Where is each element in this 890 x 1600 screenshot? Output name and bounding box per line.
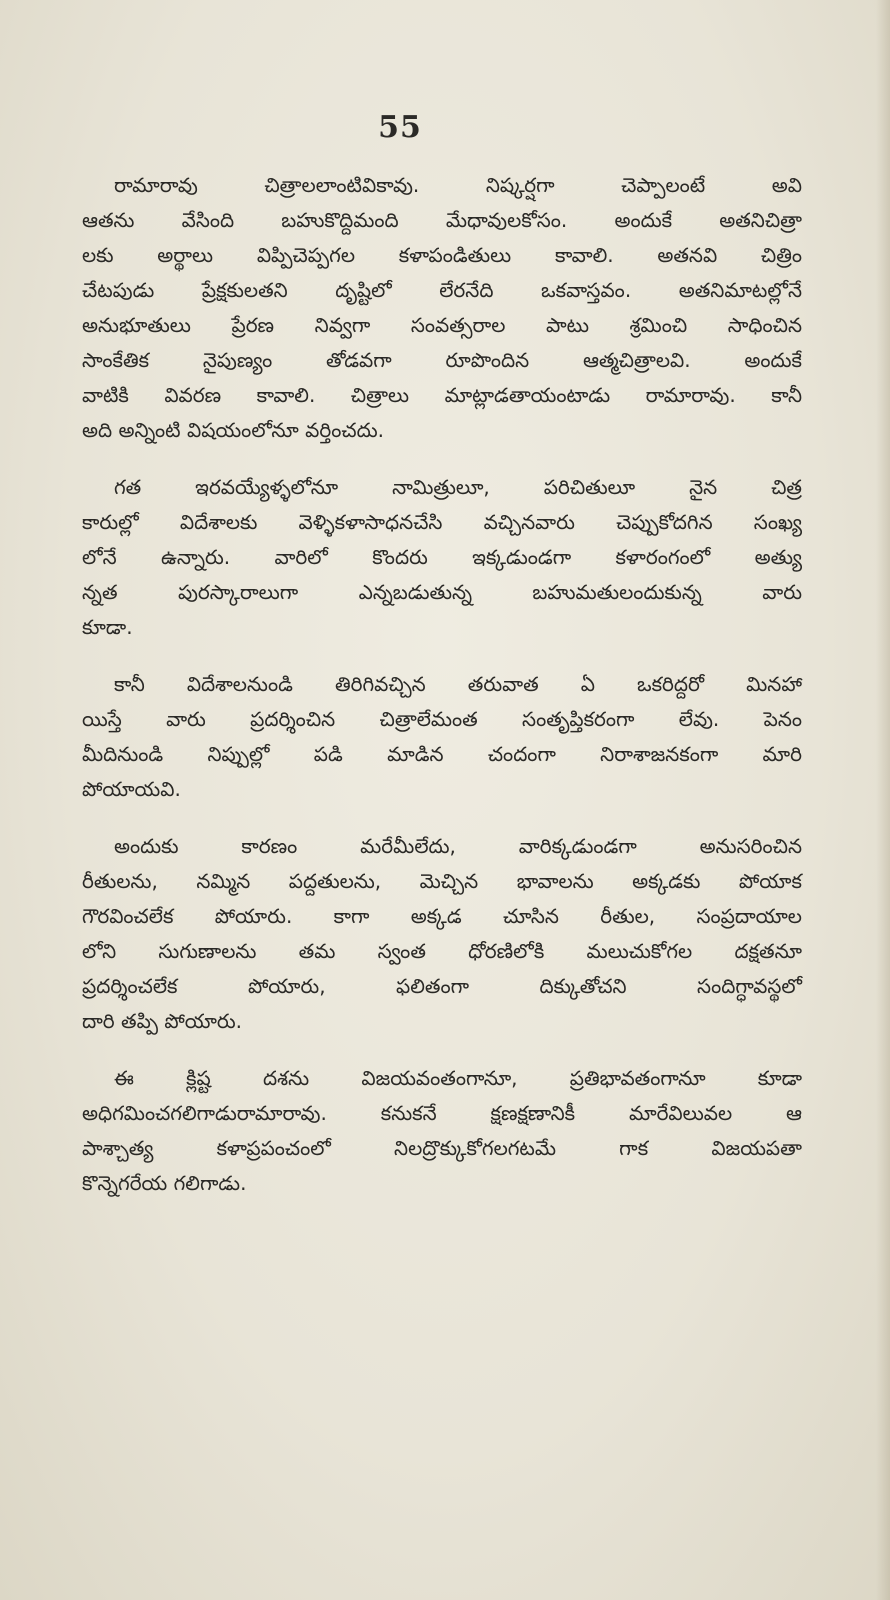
text-line: లోని సుగుణాలను తమ స్వంత ధోరణిలోకి మలుచుకోగల దక్షతనూ [82, 939, 802, 963]
text-line: ప్రదర్శించలేక పోయారు, ఫలితంగా దిక్కుతోచని సందిగ్ధావస్థలో [82, 974, 802, 998]
text-line: న్నత పురస్కారాలుగా ఎన్నబడుతున్న బహుమతులందుకున్న వారు [82, 580, 802, 604]
text-line: కూడా. [82, 615, 133, 639]
text-line: కానీ విదేశాలనుండి తిరిగివచ్చిన తరువాత ఏ ఒకరిద్దరో మినహా [114, 672, 802, 696]
text-line: గత ఇరవయ్యేళ్ళలోనూ నామిత్రులూ, పరిచితులూ నైన చిత్ర [114, 475, 802, 499]
body-text [82, 168, 802, 1223]
text-line: యిస్తే వారు ప్రదర్శించిన చిత్రాలేమంత సంతృప్తికరంగా లేవు. పెనం [82, 707, 802, 731]
page-number: 55 [378, 110, 422, 145]
text-line: లకు అర్థాలు విప్పిచెప్పగల కళాపండితులు కావాలి. అతనవి చిత్రిం [82, 243, 802, 267]
text-line: వాటికి వివరణ కావాలి. చిత్రాలు మాట్లాడతాయంటాడు రామారావు. కానీ [82, 383, 802, 407]
text-line: కారుల్లో విదేశాలకు వెళ్ళికళాసాధనచేసి వచ్చినవారు చెప్పుకోదగిన సంఖ్య [82, 510, 802, 534]
paragraph-1 [82, 168, 802, 448]
text-line: మీదినుండి నిప్పుల్లో పడి మాడిన చందంగా నిరాశాజనకంగా మారి [82, 742, 802, 766]
text-line: అనుభూతులు ప్రేరణ నివ్వగా సంవత్సరాల పాటు శ్రమించి సాధించిన [82, 313, 802, 337]
text-line: ఆతను వేసింది బహుకొద్దిమంది మేధావులకోసం. అందుకే అతనిచిత్రా [82, 208, 802, 232]
paragraph-3 [82, 667, 802, 807]
text-line: అది అన్నింటి విషయంలోనూ వర్తించదు. [82, 418, 384, 442]
text-line: లోనే ఉన్నారు. వారిలో కొందరు ఇక్కడుండగా కళారంగంలో అత్యు [82, 545, 802, 569]
text-line: అధిగమించగలిగాడురామారావు. కనుకనే క్షణక్షణానికీ మారేవిలువల ఆ [82, 1101, 802, 1125]
text-line: పోయాయవి. [82, 777, 181, 801]
text-line: కొన్నెగరేయ గలిగాడు. [82, 1171, 247, 1195]
text-line: రీతులను, నమ్మిన పద్దతులను, మెచ్చిన భావాలను అక్కడకు పోయాక [82, 869, 802, 893]
text-line: చేటపుడు ప్రేక్షకులతని దృష్టిలో లేరనేది ఒకవాస్తవం. అతనిమాటల్లోనే [82, 278, 802, 302]
text-line: రామారావు చిత్రాలలాంటివికావు. నిష్కర్షగా చెప్పాలంటే అవి [114, 173, 802, 197]
text-line: దారి తప్పి పోయారు. [82, 1009, 243, 1033]
text-line: పాశ్చాత్య కళాప్రపంచంలో నిలద్రొక్కుకోగలగటమే గాక విజయపతా [82, 1136, 802, 1160]
text-line: ఈ క్లిష్ట దశను విజయవంతంగానూ, ప్రతిభావతంగానూ కూడా [114, 1066, 802, 1090]
text-line: అందుకు కారణం మరేమీలేదు, వారిక్కడుండగా అనుసరించిన [114, 834, 802, 858]
paragraph-4 [82, 829, 802, 1039]
paragraph-2 [82, 470, 802, 645]
paragraph-5 [82, 1061, 802, 1201]
text-line: సాంకేతిక నైపుణ్యం తోడవగా రూపొందిన ఆత్మచిత్రాలవి. అందుకే [82, 348, 802, 372]
text-line: గౌరవించలేక పోయారు. కాగా అక్కడ చూసిన రీతుల, సంప్రదాయాల [82, 904, 802, 928]
page-edge-shadow [876, 0, 890, 1600]
